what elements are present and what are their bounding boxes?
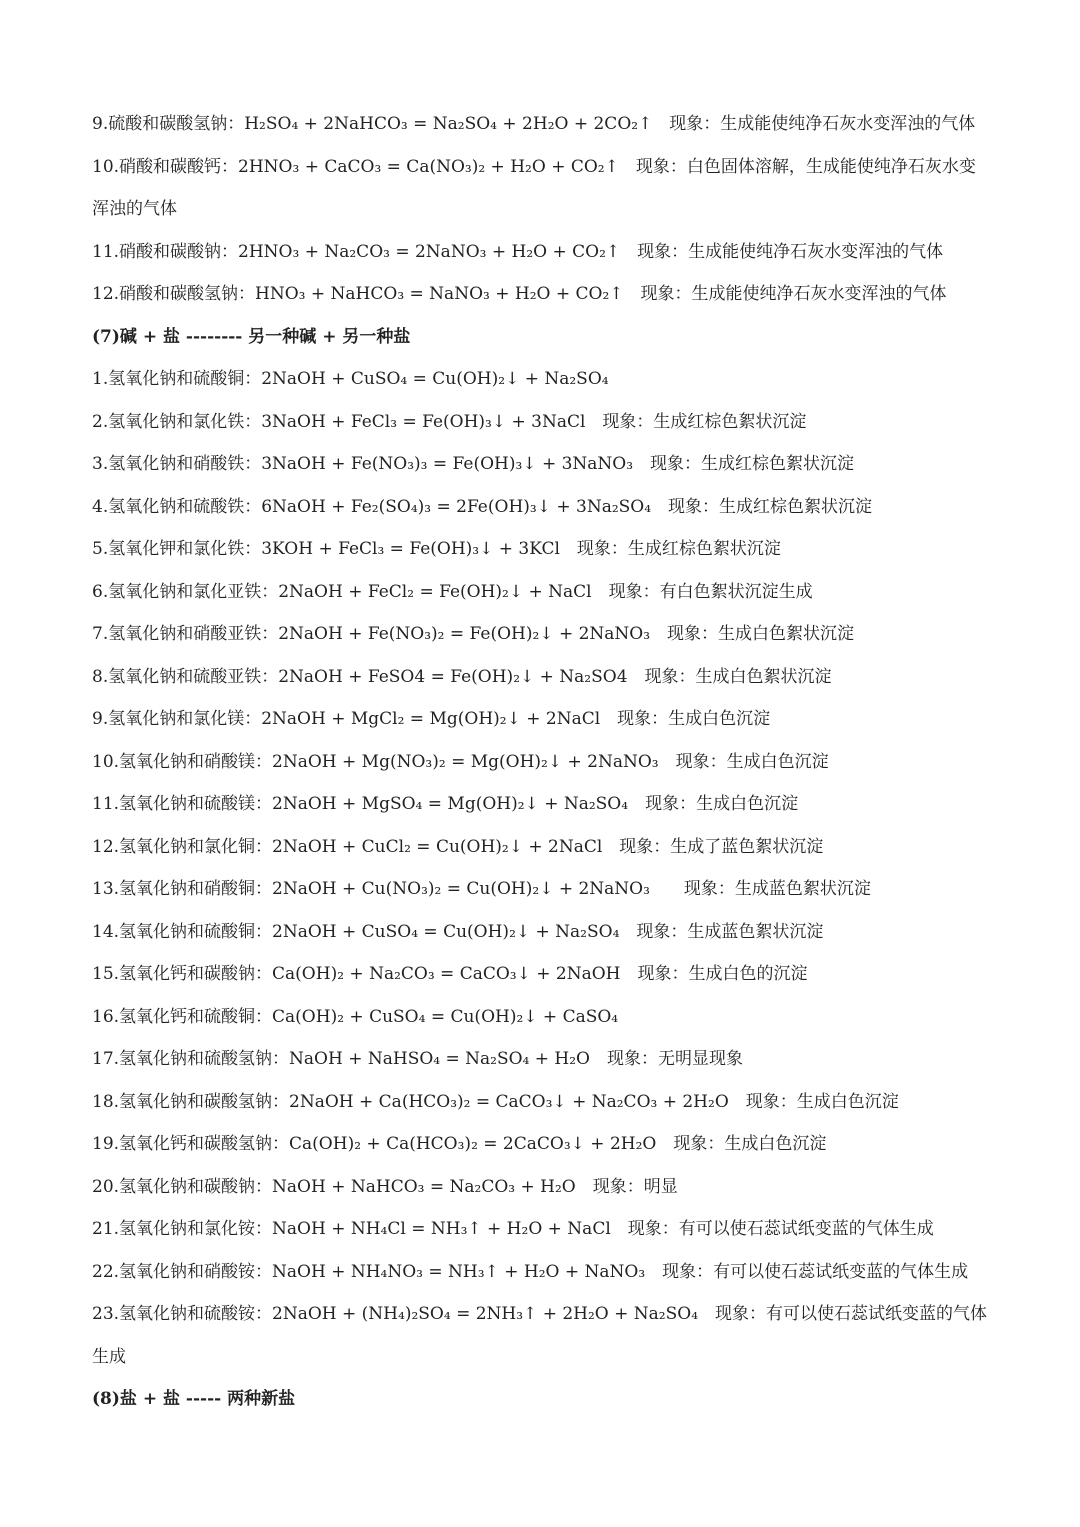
text-line: 7.氢氧化钠和硝酸亚铁：2NaOH + Fe(NO₃)₂ = Fe(OH)₂↓ + 2NaNO₃ 现象：生成白色絮状沉淀: [92, 624, 855, 644]
text-line: 9.氢氧化钠和氯化镁：2NaOH + MgCl₂ = Mg(OH)₂↓ + 2NaCl 现象：生成白色沉淀: [92, 709, 771, 729]
text-line: 12.硝酸和碳酸氢钠：HNO₃ + NaHCO₃ = NaNO₃ + H₂O + CO₂↑ 现象：生成能使纯净石灰水变浑浊的气体: [92, 284, 947, 304]
text-line: 14.氢氧化钠和硫酸铜：2NaOH + CuSO₄ = Cu(OH)₂↓ + Na₂SO₄ 现象：生成蓝色絮状沉淀: [92, 921, 824, 942]
section-heading: (8)盐 + 盐 ----- 两种新盐: [92, 1389, 296, 1409]
text-line: 20.氢氧化钠和碳酸钠：NaOH + NaHCO₃ = Na₂CO₃ + H₂O 现象：明显: [92, 1176, 678, 1197]
text-line: 浑浊的气体: [92, 199, 177, 219]
text-line: 22.氢氧化钠和硝酸铵：NaOH + NH₄NO₃ = NH₃↑ + H₂O + NaNO₃ 现象：有可以使石蕊试纸变蓝的气体生成: [92, 1261, 969, 1282]
text-line: 9.硫酸和碳酸氢钠：H₂SO₄ + 2NaHCO₃ = Na₂SO₄ + 2H₂O + 2CO₂↑ 现象：生成能使纯净石灰水变浑浊的气体: [92, 114, 976, 134]
text-line: 1.氢氧化钠和硫酸铜：2NaOH + CuSO₄ = Cu(OH)₂↓ + Na₂SO₄: [92, 369, 609, 389]
text-line: 11.硝酸和碳酸钠：2HNO₃ + Na₂CO₃ = 2NaNO₃ + H₂O + CO₂↑ 现象：生成能使纯净石灰水变浑浊的气体: [92, 241, 944, 262]
text-line: 6.氢氧化钠和氯化亚铁：2NaOH + FeCl₂ = Fe(OH)₂↓ + NaCl 现象：有白色絮状沉淀生成: [92, 581, 813, 602]
text-line: 21.氢氧化钠和氯化铵：NaOH + NH₄Cl = NH₃↑ + H₂O + NaCl 现象：有可以使石蕊试纸变蓝的气体生成: [92, 1219, 934, 1239]
text-line: 5.氢氧化钾和氯化铁：3KOH + FeCl₃ = Fe(OH)₃↓ + 3KCl 现象：生成红棕色絮状沉淀: [92, 539, 781, 559]
text-line: 16.氢氧化钙和硫酸铜：Ca(OH)₂ + CuSO₄ = Cu(OH)₂↓ + CaSO₄: [92, 1006, 619, 1027]
text-line: 3.氢氧化钠和硝酸铁：3NaOH + Fe(NO₃)₃ = Fe(OH)₃↓ + 3NaNO₃ 现象：生成红棕色絮状沉淀: [92, 454, 855, 474]
text-line: 15.氢氧化钙和碳酸钠：Ca(OH)₂ + Na₂CO₃ = CaCO₃↓ + 2NaOH 现象：生成白色的沉淀: [92, 964, 808, 984]
text-line: 生成: [92, 1346, 126, 1367]
text-line: 10.硝酸和碳酸钙：2HNO₃ + CaCO₃ = Ca(NO₃)₂ + H₂O + CO₂↑ 现象：白色固体溶解，生成能使纯净石灰水变: [92, 156, 976, 177]
document-body: [92, 103, 1012, 1421]
text-line: 4.氢氧化钠和硫酸铁：6NaOH + Fe₂(SO₄)₃ = 2Fe(OH)₃↓ + 3Na₂SO₄ 现象：生成红棕色絮状沉淀: [92, 496, 873, 517]
text-line: 13.氢氧化钠和硝酸铜：2NaOH + Cu(NO₃)₂ = Cu(OH)₂↓ + 2NaNO₃ 现象：生成蓝色絮状沉淀: [92, 879, 871, 899]
text-line: 8.氢氧化钠和硫酸亚铁：2NaOH + FeSO4 = Fe(OH)₂↓ + Na₂SO4 现象：生成白色絮状沉淀: [92, 666, 832, 687]
text-line: 12.氢氧化钠和氯化铜：2NaOH + CuCl₂ = Cu(OH)₂↓ + 2NaCl 现象：生成了蓝色絮状沉淀: [92, 836, 824, 857]
text-line: 18.氢氧化钠和碳酸氢钠：2NaOH + Ca(HCO₃)₂ = CaCO₃↓ + Na₂CO₃ + 2H₂O 现象：生成白色沉淀: [92, 1091, 899, 1112]
section-heading: (7)碱 + 盐 -------- 另一种碱 + 另一种盐: [92, 326, 411, 347]
text-line: 10.氢氧化钠和硝酸镁：2NaOH + Mg(NO₃)₂ = Mg(OH)₂↓ + 2NaNO₃ 现象：生成白色沉淀: [92, 751, 829, 772]
text-line: 11.氢氧化钠和硫酸镁：2NaOH + MgSO₄ = Mg(OH)₂↓ + Na₂SO₄ 现象：生成白色沉淀: [92, 794, 799, 814]
text-line: 19.氢氧化钙和碳酸氢钠：Ca(OH)₂ + Ca(HCO₃)₂ = 2CaCO₃↓ + 2H₂O 现象：生成白色沉淀: [92, 1134, 827, 1154]
text-line: 2.氢氧化钠和氯化铁：3NaOH + FeCl₃ = Fe(OH)₃↓ + 3NaCl 现象：生成红棕色絮状沉淀: [92, 411, 807, 432]
text-line: 17.氢氧化钠和硫酸氢钠：NaOH + NaHSO₄ = Na₂SO₄ + H₂O 现象：无明显现象: [92, 1049, 743, 1069]
text-line: 23.氢氧化钠和硫酸铵：2NaOH + (NH₄)₂SO₄ = 2NH₃↑ + 2H₂O + Na₂SO₄ 现象：有可以使石蕊试纸变蓝的气体: [92, 1304, 988, 1324]
